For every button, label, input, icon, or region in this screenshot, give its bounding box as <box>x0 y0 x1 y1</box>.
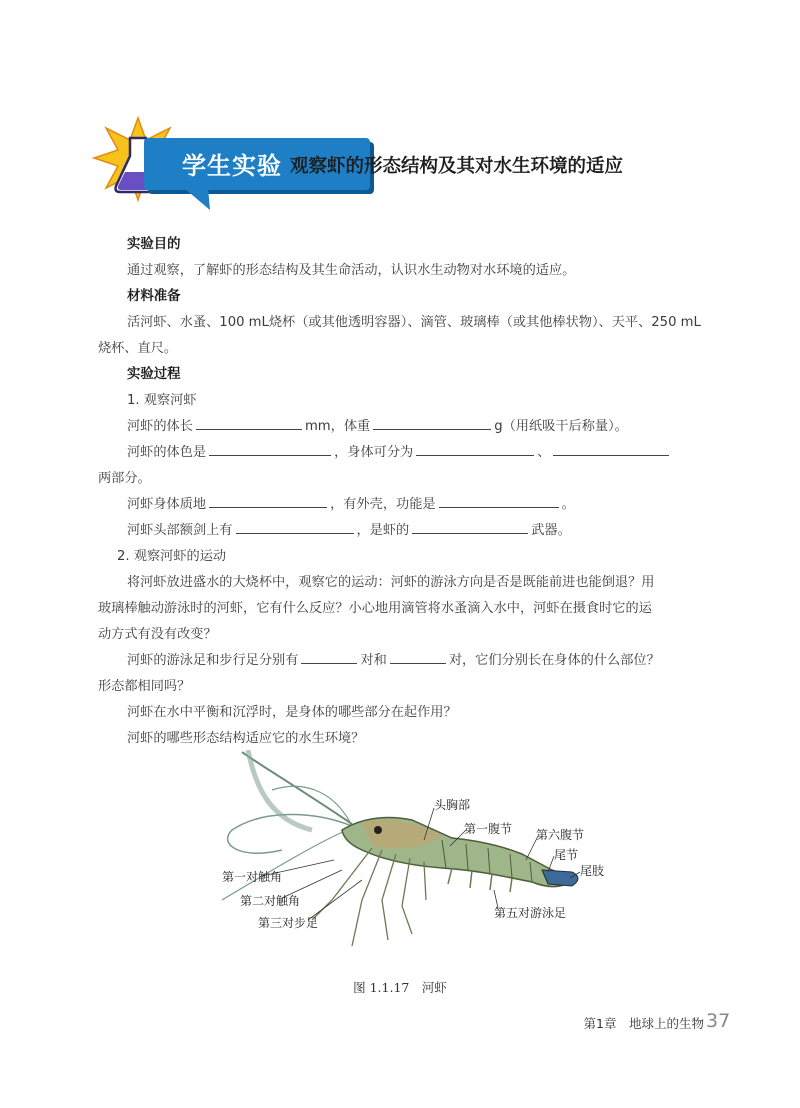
color-sep: 、 <box>537 445 551 460</box>
function-blank[interactable] <box>439 493 559 508</box>
length-pre: 河虾的体长 <box>127 419 193 434</box>
shrimp-figure <box>212 750 605 960</box>
label-abdomen-6: 第六腹节 <box>536 828 585 842</box>
walking-leg-blank[interactable] <box>390 649 446 664</box>
experiment-body <box>98 232 712 752</box>
label-swimmeret-5: 第五对游泳足 <box>494 906 567 920</box>
section-label: 学生实验 <box>182 152 282 180</box>
purpose-text: 通过观察，了解虾的形态结构及其生命活动，认识水生动物对水环境的适应。 <box>127 263 576 278</box>
movement-line3: 动方式有没有改变？ <box>98 627 217 642</box>
part1-blank[interactable] <box>416 441 534 456</box>
color-pre: 河虾的体色是 <box>127 445 207 460</box>
swimmeret-blank[interactable] <box>301 649 357 664</box>
chapter-footer: 第1章 地球上的生物 <box>583 1016 704 1031</box>
experiment-header <box>92 116 732 212</box>
head-pre: 河虾头部额剑上有 <box>127 523 233 538</box>
weight-blank[interactable] <box>373 415 491 430</box>
label-pointer <box>184 188 214 210</box>
materials-line1: 活河虾、水蚤、100 mL烧杯（或其他透明容器）、滴管、玻璃棒（或其他棒状物）、天平、250 mL <box>127 315 701 330</box>
texture-post: 。 <box>561 497 575 512</box>
length-mid: mm，体重 <box>304 419 371 434</box>
legs-post: 对，它们分别长在身体的什么部位？ <box>448 653 660 668</box>
step2-heading: 2. 观察河虾的运动 <box>117 549 227 564</box>
color-line <box>127 440 712 466</box>
texture-pre: 河虾身体质地 <box>127 497 207 512</box>
texture-line <box>127 492 712 518</box>
materials-heading: 材料准备 <box>127 289 181 304</box>
color-blank[interactable] <box>209 441 331 456</box>
texture-blank[interactable] <box>209 493 327 508</box>
head-post: 武器。 <box>531 523 571 538</box>
movement-line2: 玻璃棒触动游泳时的河虾，它有什么反应？小心地用滴管将水蚤滴入水中，河虾在摄食时它的运 <box>98 601 652 616</box>
color-line2: 两部分。 <box>98 471 151 486</box>
purpose-heading: 实验目的 <box>127 237 181 252</box>
color-mid: ，身体可分为 <box>334 445 414 460</box>
movement-line1: 将河虾放进盛水的大烧杯中，观察它的运动：河虾的游泳方向是否是既能前进也能倒退？用 <box>127 575 655 590</box>
adaptation-question: 河虾的哪些形态结构适应它的水生环境？ <box>127 731 365 746</box>
label-abdomen-1: 第一腹节 <box>464 822 513 836</box>
process-heading: 实验过程 <box>127 367 181 382</box>
weapon-blank[interactable] <box>412 519 528 534</box>
label-walking-leg-3: 第三对步足 <box>258 916 319 930</box>
legs-pre: 河虾的游泳足和步行足分别有 <box>127 653 299 668</box>
legs-line <box>127 648 712 674</box>
texture-mid: ，有外壳，功能是 <box>330 497 436 512</box>
length-post: g（用纸吸干后称量）。 <box>494 419 628 434</box>
balance-question: 河虾在水中平衡和沉浮时，是身体的哪些部分在起作用？ <box>127 705 457 720</box>
label-antenna-2: 第二对触角 <box>240 894 301 908</box>
step1-heading: 1. 观察河虾 <box>127 393 197 408</box>
head-mid: ，是虾的 <box>356 523 410 538</box>
part2-blank[interactable] <box>553 441 669 456</box>
label-antenna-1: 第一对触角 <box>222 870 283 884</box>
rostrum-blank[interactable] <box>236 519 354 534</box>
length-blank[interactable] <box>196 415 302 430</box>
legs-mid: 对和 <box>360 653 387 668</box>
head-line <box>127 518 712 544</box>
page-number: 37 <box>706 1010 731 1032</box>
label-cephalothorax: 头胸部 <box>434 798 471 812</box>
figure-caption: 图 1.1.17 河虾 <box>353 980 447 995</box>
materials-line2: 烧杯、直尺。 <box>98 341 178 356</box>
length-line <box>127 414 712 440</box>
page-title: 观察虾的形态结构及其对水生环境的适应 <box>290 156 624 177</box>
legs-line2: 形态都相同吗？ <box>98 679 191 694</box>
label-uropod: 尾肢 <box>580 864 605 878</box>
label-telson-segment: 尾节 <box>554 848 579 862</box>
